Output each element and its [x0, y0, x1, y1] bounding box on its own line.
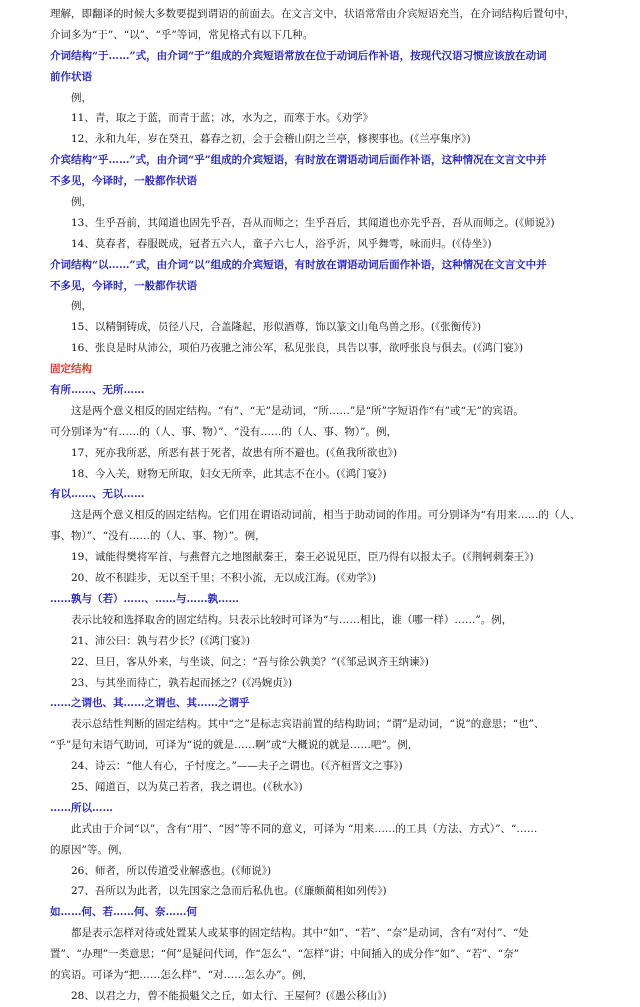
text-line: 26、师者，所以传道受业解惑也。(《师说》): [71, 864, 272, 877]
text-line: 19、诚能得樊将军首，与燕督亢之地图献秦王，秦王必说见臣，臣乃得有以报太子。(《荆轲刺秦王》): [71, 551, 534, 564]
section-heading: 不多见，今译时，一般都作状语: [50, 175, 197, 188]
text-line: 事、物）”、“没有……的（人、事、物）”。例，: [50, 530, 266, 543]
section-heading: 如……何、若……何、奈……何: [50, 906, 197, 919]
text-line: 这是两个意义相反的固定结构。它们用在谓语动词前，相当于助动词的作用。可分别译为“有用来……的（人、: [71, 509, 581, 522]
text-line: 介词多为“于”、“以”、“乎”等词，常见格式有以下几种。: [50, 28, 314, 41]
section-heading: 有以……、无以……: [50, 488, 145, 501]
section-heading: 前作状语: [50, 70, 92, 83]
text-line: 27、吾所以为此者，以先国家之急而后私仇也。(《廉颇蔺相如列传》): [71, 885, 387, 898]
text-line: 这是两个意义相反的固定结构。“有”、“无”是动词，“所……”是“所”字短语作“有”或“无”的宾语。: [71, 404, 524, 417]
text-line: 11、青，取之于蓝，而青于蓝；冰，水为之，而寒于水。《劝学》: [71, 112, 374, 125]
section-heading: 有所……、无所……: [50, 384, 145, 397]
text-line: 24、诗云：“他人有心，子忖度之。”——夫子之谓也。(《齐桓晋文之事》): [71, 760, 403, 773]
text-line: 表示总结性判断的固定结构。其中“之”是标志宾语前置的结构助词；“谓”是动词，“说”的意思；“也”、: [71, 718, 545, 731]
section-heading: 固定结构: [50, 363, 92, 376]
text-line: 25、闻道百，以为莫己若者，我之谓也。(《秋水》): [71, 780, 303, 793]
text-line: 置”、“办理”一类意思；“何”是疑问代词，作“怎么”、“怎样”讲；中间插入的成分作“如”、“若”、“奈”: [50, 948, 520, 961]
text-line: 例，: [71, 300, 92, 313]
text-line: 28、以君之力，曾不能损魁父之丘，如太行、王屋何？(《愚公移山》): [71, 989, 387, 1002]
text-line: 都是表示怎样对待或处置某人或某事的固定结构。其中“如”、“若”、“奈”是动词，含有“对付”、“处: [71, 927, 529, 940]
text-line: 的宾语。可译为“把……怎么样”、“对……怎么办”。例，: [50, 968, 313, 981]
text-line: “乎”是句末语气助词，可译为“说的就是……啊”或“大概说的就是……吧”。例，: [50, 739, 419, 752]
text-line: 理解，即翻译的时候大多数要提到谓语的前面去。在文言文中，状语常常由介宾短语充当，在介词结构后置句中，: [50, 8, 575, 20]
text-line: 14、莫春者，春服既成，冠者五六人，童子六七人，浴乎沂，风乎舞雩，咏而归。(《侍坐》): [71, 237, 492, 250]
text-line: 20、故不积跬步，无以至千里；不积小流，无以成江海。(《劝学》): [71, 572, 377, 585]
text-line: 16、张良是时从沛公，项伯乃夜驰之沛公军，私见张良，具告以事，欲呼张良与俱去。(《鸿门宴》): [71, 342, 524, 355]
text-line: 表示比较和选择取舍的固定结构。只表示比较时可译为“与……相比，谁（哪一样）……”。例，: [71, 613, 513, 626]
section-heading: 介词结构“以……”式，由介词“以”组成的介宾短语，有时放在谓语动词后面作补语，这种情况在文言文中并: [50, 258, 547, 271]
section-heading: 介词结构“于……”式，由介词“于”组成的介宾短语常放在位于动词后作补语，按现代汉语习惯应该放在动词: [50, 49, 547, 62]
text-line: 12、永和九年，岁在癸丑，暮春之初，会于会稽山阴之兰亭，修禊事也。(《兰亭集序》): [71, 133, 471, 146]
text-line: 15、以精铜铸成，员径八尺，合盖隆起，形似酒尊，饰以篆文山龟鸟兽之形。(《张衡传》): [71, 321, 482, 334]
text-line: 的原因”等。例，: [50, 843, 129, 856]
text-line: 例，: [71, 91, 92, 104]
text-line: 例，: [71, 196, 92, 209]
text-line: 22、旦日，客从外来，与坐谈，问之：“吾与徐公孰美？”(《邹忌讽齐王纳谏》): [71, 655, 429, 668]
text-line: 可分别译为“有……的（人、事、物）”、“没有……的（人、事、物）”。例，: [50, 425, 397, 438]
text-line: 13、生乎吾前，其闻道也固先乎吾，吾从而师之；生乎吾后，其闻道也亦先乎吾，吾从而师之。(《师说》): [71, 216, 555, 229]
text-line: 17、死亦我所恶，所恶有甚于死者，故患有所不避也。(《鱼我所欲也》): [71, 446, 398, 459]
section-heading: 不多见，今译时，一般都作状语: [50, 279, 197, 292]
section-heading: 介宾结构“乎……”式，由介词“乎”组成的介宾短语，有时放在谓语动词后面作补语，这种情况在文言文中并: [50, 154, 547, 167]
text-line: 23、与其坐而待亡，孰若起而拯之？(《冯婉贞》): [71, 676, 293, 689]
section-heading: ……所以……: [50, 801, 113, 814]
text-line: 此式由于介词“以”，含有“用”、“因”等不同的意义，可译为 “用来……的工具（方法、方式）”、“……: [71, 822, 538, 835]
section-heading: ……孰与（若）……、……与……孰……: [50, 592, 239, 605]
text-line: 18、今入关，财物无所取，妇女无所幸，此其志不在小。(《鸿门宴》): [71, 467, 387, 480]
text-line: 21、沛公曰：孰与君少长？(《鸿门宴》): [71, 634, 251, 647]
section-heading: ……之谓也、其……之谓也、其……之谓乎: [50, 697, 250, 710]
